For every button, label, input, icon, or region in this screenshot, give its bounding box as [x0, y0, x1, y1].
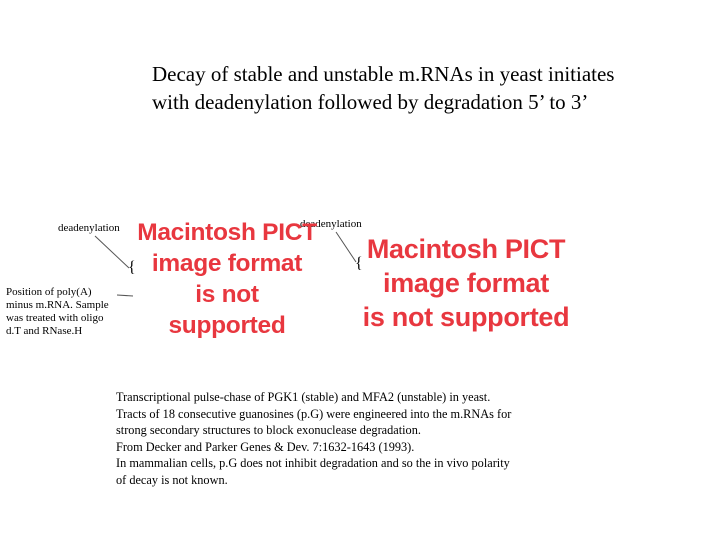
slide-title: Decay of stable and unstable m.RNAs in yeast initiates with deadenylation followed by degradation 5’ to 3’ [152, 62, 615, 114]
connector-line-left [95, 236, 129, 268]
caption-text: Transcriptional pulse-chase of PGK1 (stable) and MFA2 (unstable) in yeast. Tracts of 18 consecutive guanosines (p.G) were engineered into the m.RNAs for strong secondary structures to block exonuclease degradation. From Decker and Parker Genes & Dev. 7:1632-1643 (1993). In mammalian cells, p.G does not inhibit degradation and so the in vivo polarity of decay is not known. [116, 390, 512, 487]
brace-left: { [128, 259, 136, 276]
pict-placeholder-right: Macintosh PICT image format is not supported [362, 234, 570, 332]
pict-placeholder-left: Macintosh PICT image format is not supported [137, 219, 317, 339]
brace-right: { [355, 255, 363, 272]
connector-line-note [117, 295, 133, 296]
polyA-note: Position of poly(A) minus m.RNA. Sample was treated with oligo d.T and RNase.H [6, 286, 109, 337]
deadenylation-label-right: deadenylation [300, 218, 362, 230]
connector-line-right [336, 232, 356, 262]
deadenylation-label-left: deadenylation [58, 222, 120, 234]
